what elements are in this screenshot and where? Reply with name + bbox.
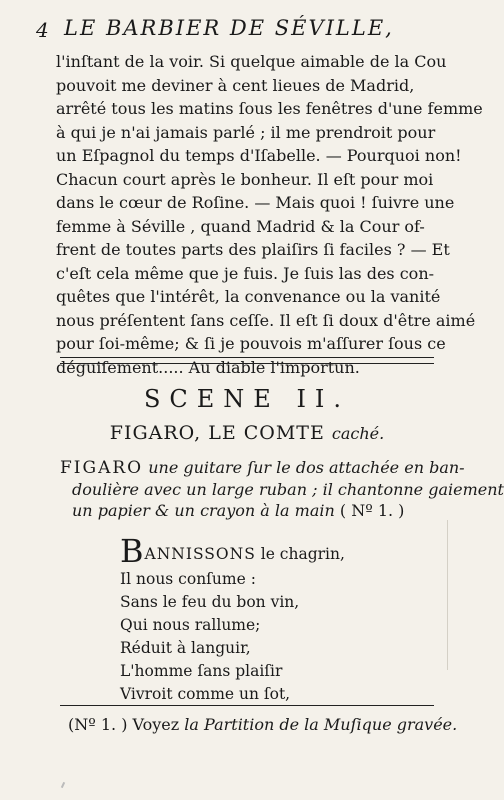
- stage-direction-line: [60, 457, 465, 479]
- song-verse: Il nous conſume :: [120, 570, 256, 588]
- prose-line: à qui je n'ai jamais parlé ; il me prendroit pour: [56, 122, 436, 142]
- stage-direction: [60, 457, 504, 521]
- prose-line: un Eſpagnol du temps d'Iſabelle. — Pourquoi non!: [56, 146, 462, 165]
- prose-line: c'eſt cela même que je fuis. Je ſuis las des con-: [56, 263, 435, 283]
- prose-line: nous préſentent ſans ceſſe. Il eſt ſi doux d'être aimé: [56, 310, 476, 330]
- verse-rest: le chagrin,: [255, 545, 345, 563]
- prose-line: déguiſement..... Au diable l'importun.: [56, 357, 360, 377]
- drop-cap: B: [120, 532, 144, 570]
- footnote-ref: (Nº 1. ) Voyez: [68, 715, 180, 734]
- page-header: [36, 14, 426, 44]
- stage-direction-line: doulière avec un large ruban ; il chantonne gaiement: [72, 480, 504, 499]
- character-names: FIGARO, LE COMTE: [109, 422, 325, 444]
- direction-text: un papier & un crayon à la main: [72, 501, 335, 520]
- footnote-title: la Partition de la Muſique gravée.: [184, 715, 458, 734]
- prose-line: femme à Séville , quand Madrid & la Cour of-: [56, 216, 425, 236]
- prose-line: pour ſoi-même; & ſi je pouvois m'aſſurer ſous ce: [56, 334, 446, 353]
- song-verse: [120, 532, 345, 570]
- stage-direction-line: [72, 500, 444, 521]
- song-verse: Qui nous rallume;: [120, 616, 261, 634]
- song-verse: Réduit à languir,: [120, 639, 251, 657]
- footnote-reference: ( Nº 1. ): [339, 501, 405, 520]
- prose-line: Chacun court après le bonheur. Il eſt pour moi: [56, 169, 434, 189]
- verse-caps: ANNISSONS: [144, 545, 256, 563]
- prose-line: quêtes que l'intérêt, la convenance ou la vanité: [56, 287, 441, 306]
- prose-line: dans le cœur de Roſine. — Mais quoi ! ſuivre une: [56, 193, 455, 212]
- prose-line: arrêté tous les matins ſous les fenêtres d'une femme: [56, 99, 483, 118]
- monologue-text: [56, 50, 483, 379]
- scene-characters: [60, 422, 434, 444]
- song-verses: [120, 532, 345, 706]
- prose-line: frent de toutes parts des plaiſirs ſi faciles ? — Et: [56, 240, 450, 259]
- prose-line: pouvoit me deviner à cent lieues de Madrid,: [56, 75, 415, 95]
- song-verse: Vivroit comme un ſot,: [120, 685, 291, 703]
- song-verse: L'homme ſans plaiſir: [120, 662, 283, 680]
- direction-text: une guitare ſur le dos attachée en ban-: [148, 458, 465, 477]
- song-verse: Sans le feu du bon vin,: [120, 593, 300, 611]
- character-note: caché.: [331, 424, 385, 443]
- footnote: [68, 715, 458, 734]
- section-divider: [60, 357, 434, 364]
- speaker-name: FIGARO: [60, 458, 144, 478]
- footnote-divider: [60, 705, 434, 706]
- prose-line: l'inſtant de la voir. Si quelque aimable de la Cou: [56, 52, 447, 71]
- binding-shadow: [447, 520, 448, 670]
- running-title: LE BARBIER DE SÉVILLE,: [64, 16, 394, 40]
- page-number: 4: [36, 18, 49, 42]
- paper-speck: [61, 782, 65, 788]
- scene-heading: SCENE II.: [143, 385, 351, 413]
